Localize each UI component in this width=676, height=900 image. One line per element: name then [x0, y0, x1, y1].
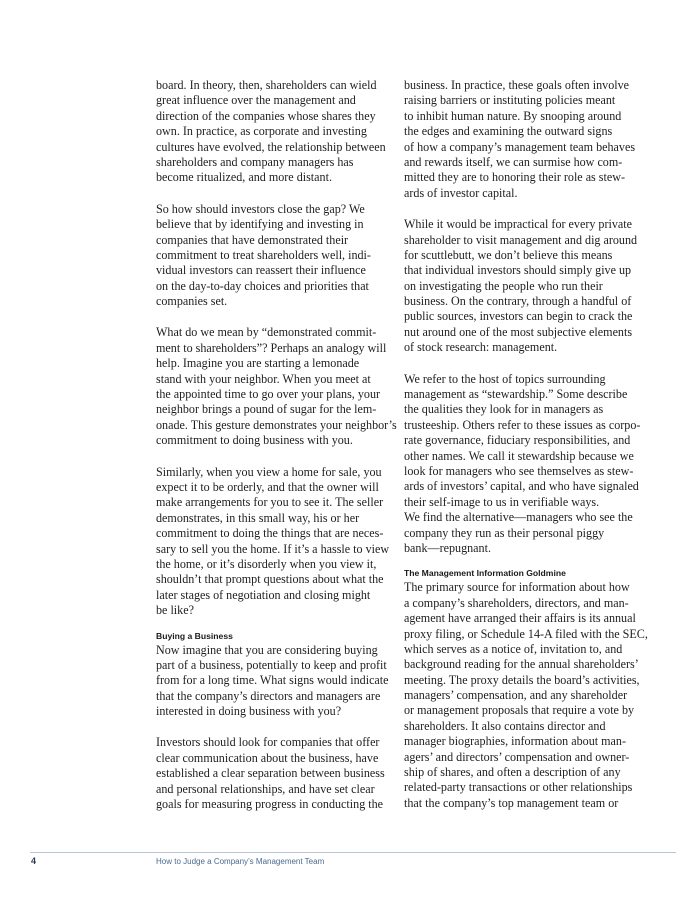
text-line: the edges and examining the outward signs — [404, 124, 613, 139]
text-line: company they run as their personal piggy — [404, 525, 605, 540]
text-line: established a clear separation between business — [156, 766, 385, 781]
text-line: cultures have evolved, the relationship between — [156, 139, 386, 154]
text-line: or management proposals that require a vote by — [404, 703, 635, 718]
text-line: the appointed time to go over your plans, your — [156, 387, 381, 402]
text-line: shouldn’t that prompt questions about what the — [156, 572, 384, 587]
text-line: to inhibit human nature. By snooping around — [404, 108, 622, 123]
text-line: Now imagine that you are considering buying — [156, 642, 378, 657]
text-line: So how should investors close the gap? We — [156, 201, 365, 216]
text-line: While it would be impractical for every private — [404, 217, 633, 232]
text-line: later stages of negotiation and closing might — [156, 587, 371, 602]
paragraph — [404, 78, 636, 201]
text-line: shareholders. It also contains director and — [404, 718, 606, 733]
text-line: their self-image to us in verifiable ways. — [404, 494, 600, 509]
text-line: shareholders and company managers has — [156, 154, 354, 169]
text-line: on the day-to-day choices and priorities that — [156, 278, 369, 293]
text-line: nut around one of the most subjective elements — [404, 324, 633, 339]
text-line: neighbor brings a pound of sugar for the lem- — [156, 402, 377, 417]
text-line: of how a company’s management team behaves — [404, 139, 636, 154]
text-line: demonstrates, in this small way, his or her — [156, 510, 360, 525]
text-line: ment to shareholders”? Perhaps an analogy will — [156, 340, 387, 355]
section-heading-buying-a-business: Buying a Business — [156, 630, 233, 641]
paragraph — [156, 643, 388, 720]
text-line: ship of shares, and often a description of any — [404, 765, 621, 780]
right-column — [404, 78, 648, 811]
text-line: that the company’s directors and managers are — [156, 688, 381, 703]
text-line: vidual investors can reassert their influence — [156, 263, 366, 278]
text-line: business. In practice, these goals often involve — [404, 78, 630, 92]
text-line: ards of investors’ capital, and who have signaled — [404, 479, 639, 494]
text-line: proxy filing, or Schedule 14-A filed with the SEC, — [404, 626, 648, 641]
text-line: onade. This gesture demonstrates your neighbor’s — [156, 417, 397, 432]
text-line: commitment to doing business with you. — [156, 433, 353, 448]
text-line: the home, or it’s disorderly when you view it, — [156, 556, 377, 571]
text-line: related-party transactions or other relationships — [404, 780, 633, 795]
text-line: bank—repugnant. — [404, 540, 491, 555]
text-line: other names. We call it stewardship because we — [404, 448, 634, 463]
footer-rule — [30, 852, 676, 853]
paragraph — [156, 465, 388, 619]
text-line: trusteeship. Others refer to these issues as corpo- — [404, 417, 641, 432]
text-line: expect it to be orderly, and that the owner will — [156, 479, 379, 494]
text-line: manager biographies, information about man- — [404, 734, 626, 749]
paragraph — [404, 371, 641, 557]
text-line: business. On the contrary, through a handful of — [404, 294, 632, 309]
text-line: believe that by identifying and investing in — [156, 217, 364, 232]
text-line: and rewards itself, we can surmise how com- — [404, 154, 623, 169]
text-line: companies that have demonstrated their — [156, 232, 349, 247]
text-line: help. Imagine you are starting a lemonade — [156, 356, 360, 371]
text-line: commitment to doing the things that are neces- — [156, 526, 384, 541]
paragraph — [156, 735, 388, 812]
text-line: management as “stewardship.” Some describe — [404, 387, 628, 402]
text-line: look for managers who see themselves as stew- — [404, 463, 634, 478]
text-line: agers’ and directors’ compensation and owner- — [404, 749, 630, 764]
text-line: raising barriers or instituting policies meant — [404, 93, 616, 108]
text-line: companies set. — [156, 294, 228, 309]
text-line: board. In theory, then, shareholders can wield — [156, 78, 377, 92]
text-line: own. In practice, as corporate and investing — [156, 124, 367, 139]
text-line: We find the alternative—managers who see the — [404, 510, 633, 525]
text-line: Investors should look for companies that offer — [156, 735, 380, 750]
text-line: shareholder to visit management and dig around — [404, 232, 638, 247]
text-line: which serves as a notice of, invitation to, and — [404, 641, 623, 656]
text-line: goals for measuring progress in conducting the — [156, 797, 384, 812]
text-line: Similarly, when you view a home for sale, you — [156, 464, 382, 479]
text-line: direction of the companies whose shares they — [156, 108, 376, 123]
text-line: The primary source for information about how — [404, 580, 630, 595]
text-line: mitted they are to honoring their role as stew- — [404, 170, 625, 185]
text-line: make arrangements for you to see it. The seller — [156, 495, 384, 510]
paragraph — [404, 580, 648, 811]
left-column — [156, 78, 397, 812]
paragraph — [156, 78, 388, 186]
text-line: interested in doing business with you? — [156, 704, 342, 719]
section-heading-management-information-goldmine: The Management Information Goldmine — [404, 568, 566, 579]
page-number: 4 — [31, 856, 37, 866]
text-line: commitment to treat shareholders well, indi- — [156, 247, 371, 262]
text-line: public sources, investors can begin to crack the — [404, 309, 633, 324]
text-line: ards of investor capital. — [404, 185, 518, 200]
text-line: and personal relationships, and have set clear — [156, 781, 375, 796]
text-line: sary to sell you the home. If it’s a hassle to view — [156, 541, 390, 556]
text-line: great influence over the management and — [156, 93, 356, 108]
text-line: that the company’s top management team or — [404, 795, 619, 810]
text-line: rate governance, fiduciary responsibilities, and — [404, 433, 631, 448]
running-footer-title: How to Judge a Company’s Management Team — [156, 857, 325, 866]
text-line: that individual investors should simply give up — [404, 263, 632, 278]
text-line: We refer to the host of topics surrounding — [404, 371, 606, 386]
text-line: agement have arranged their affairs is its annual — [404, 611, 636, 626]
text-line: become ritualized, and more distant. — [156, 170, 332, 185]
paragraph — [404, 217, 636, 356]
text-line: clear communication about the business, have — [156, 750, 379, 765]
text-line: of stock research: management. — [404, 340, 558, 355]
text-line: on investigating the people who run their — [404, 278, 603, 293]
paragraph — [156, 202, 388, 310]
text-line: What do we mean by “demonstrated commit- — [156, 325, 377, 340]
text-line: part of a business, potentially to keep and profit — [156, 657, 387, 672]
text-line: the qualities they look for in managers as — [404, 402, 604, 417]
text-line: managers’ compensation, and any shareholder — [404, 688, 628, 703]
paragraph — [156, 325, 397, 448]
text-line: meeting. The proxy details the board’s activities, — [404, 672, 640, 687]
text-line: a company’s shareholders, directors, and man- — [404, 595, 629, 610]
text-line: background reading for the annual shareholders’ — [404, 657, 639, 672]
text-line: be like? — [156, 603, 194, 618]
text-line: from for a long time. What signs would indicate — [156, 673, 389, 688]
text-line: for scuttlebutt, we don’t believe this means — [404, 247, 613, 262]
text-line: stand with your neighbor. When you meet at — [156, 371, 371, 386]
